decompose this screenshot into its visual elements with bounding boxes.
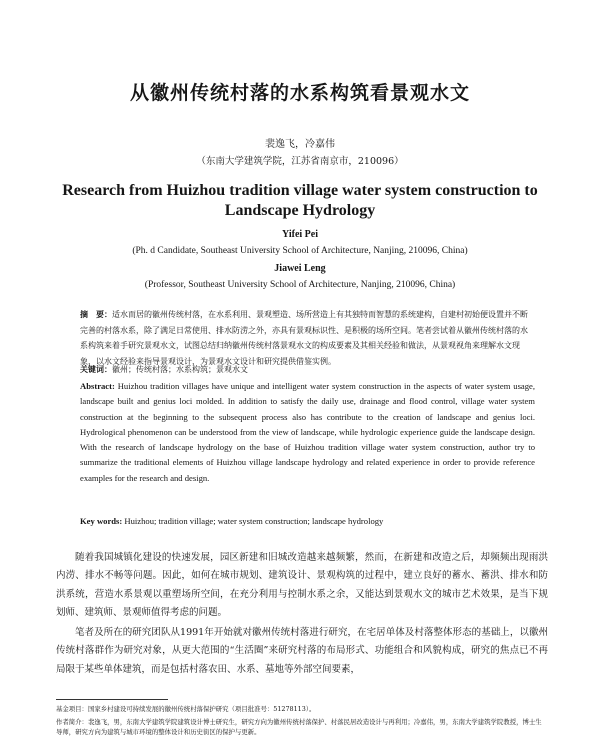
english-keywords — [80, 516, 535, 526]
english-abstract-text: Huizhou tradition villages have unique and intelligent water system construction in the aspects of water system usage, landscape built and genius loci molded. In addition to satisfy the daily use, drainage and flood control, village water system construction at the beginning to the subsequent process also has contribute to the creation of landscape and genius loci. Hydrological phenomenon can be understood from the view of landscape, while hydrologic experience guide the landscape design. With the research of landscape hydrology on the base of Huizhou tradition village water system construction, author try to summarize the traditional elements of Huizhou village landscape hydrology and related experience in order to provide reference examples for the research and design. — [80, 381, 535, 483]
chinese-keywords-label: 关键词： — [80, 364, 112, 374]
english-keywords-text: Huizhou; tradition village; water system construction; landscape hydrology — [124, 516, 384, 526]
footnote-divider — [56, 699, 168, 700]
chinese-affiliation: （东南大学建筑学院，江苏省南京市，210096） — [196, 156, 404, 167]
english-title: Research from Huizhou tradition village water system construction to Landscape Hydrology — [62, 182, 538, 219]
footnote-author-bio: 作者简介：裴逸飞，男，东南大学建筑学院建筑设计博士研究生，研究方向为徽州传统村落保护、村落民居改造设计与再利用；冷嘉伟，男，东南大学建筑学院教授，博士生导师，研究方向为建筑与城市环境的整体设计和历史街区的保护与更新。 — [56, 718, 542, 736]
author-name-2: Jiawei Leng — [274, 263, 326, 274]
english-abstract — [80, 379, 535, 486]
body-paragraph-1: 随着我国城镇化建设的快速发展，园区新建和旧城改造越来越频繁，然而，在新建和改造之后，却频频出现雨洪内涝、排水不畅等问题。因此，如何在城市规划、建筑设计、景观构筑的过程中，建立良好的蓄水、蓄洪、排水和防洪系统，营造水系景观以重塑场所空间，在充分利用与控制水系之余，又能达到景观水文的城市艺术效果，是当下规划师、建筑师、景观师值得考虑的问题。 — [56, 552, 548, 618]
chinese-abstract-label: 摘 要： — [80, 309, 112, 319]
body-paragraph-2: 笔者及所在的研究团队从1991年开始就对徽州传统村落进行研究，在宅居单体及村落整体形态的基础上，以徽州传统村落群作为研究对象，从更大范围的“生活圈”来研究村落的布局形式、功能组合和风貌构成，研究的焦点已不再局限于某些单体建筑，而是包括村落农田、水系、墓地等外部空间要素， — [56, 627, 548, 675]
chinese-abstract — [80, 307, 535, 369]
chinese-authors: 裴逸飞，冷嘉伟 — [265, 139, 335, 150]
author-name-1: Yifei Pei — [281, 229, 318, 240]
author-affiliation-2: (Professor, Southeast University School of Architecture, Nanjing, 210096, China) — [144, 280, 456, 290]
english-abstract-label: Abstract: — [80, 381, 115, 391]
chinese-keywords — [80, 362, 535, 378]
english-keywords-label: Key words: — [80, 516, 123, 526]
chinese-title: 从徽州传统村落的水系构筑看景观水文 — [129, 82, 470, 104]
chinese-abstract-text: 适水而居的徽州传统村落，在水系利用、景观塑造、场所营造上有其独特而智慧的系统建构，自建村初始便设置并不断完善的村落水系，除了满足日常使用、排水防涝之外，亦具有景观标识性、是积极的场所空间。笔者尝试着从徽州传统村落的水系构筑来着手研究景观水文，试图总结归纳徽州传统村落景观水文的构成要素及其相关经验和做法，从景观视角来理解水文现象，以水文经验来指导景观设计，为景观水文设计和研究提供借鉴实例。 — [80, 310, 528, 366]
author-affiliation-1: (Ph. d Candidate, Southeast University School of Architecture, Nanjing, 210096, China) — [132, 246, 468, 256]
chinese-keywords-text: 徽州；传统村落；水系构筑；景观水文 — [112, 365, 248, 374]
footnote-fund: 基金项目：国家乡村建设可持续发展的徽州传统村落保护研究（项目批准号：51278113）。 — [56, 705, 316, 713]
